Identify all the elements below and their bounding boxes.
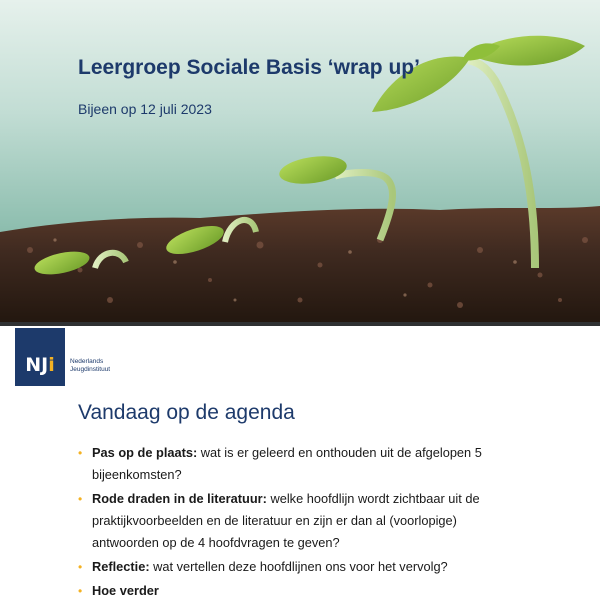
agenda-item bbox=[78, 556, 518, 578]
agenda-item-bold: Pas op de plaats: bbox=[92, 445, 198, 460]
agenda-item-text: wat is er geleerd en onthouden uit de afgelopen 5 bijeenkomsten? bbox=[92, 445, 482, 482]
agenda-item-bold: Rode draden in de literatuur: bbox=[92, 491, 267, 506]
agenda-item bbox=[78, 580, 518, 602]
agenda-heading: Vandaag op de agenda bbox=[78, 401, 295, 424]
logo-text-main: NJ bbox=[25, 354, 49, 376]
bullet-icon: • bbox=[78, 492, 83, 506]
agenda-item bbox=[78, 442, 518, 486]
bullet-icon: • bbox=[78, 584, 83, 598]
nji-logo-text bbox=[25, 354, 55, 376]
slide-title: Leergroep Sociale Basis ‘wrap up’ bbox=[78, 56, 420, 79]
bullet-icon: • bbox=[78, 446, 83, 460]
agenda-item-bold: Hoe verder bbox=[92, 583, 159, 598]
org-name-line1: Nederlands bbox=[70, 358, 104, 365]
org-name bbox=[70, 358, 140, 374]
agenda-item-bold: Reflectie: bbox=[92, 559, 150, 574]
agenda-item-text: welke hoofdlijn wordt zichtbaar uit de praktijkvoorbeelden en de literatuur en zijn er dan al (voorlopige) antwoorden op de 4 hoofdvragen te geven? bbox=[92, 491, 480, 550]
agenda-slide bbox=[0, 326, 600, 600]
logo-text-accent: i bbox=[48, 354, 55, 376]
agenda-list bbox=[78, 442, 518, 604]
org-name-line2: Jeugdinstituut bbox=[70, 366, 111, 373]
agenda-item bbox=[78, 488, 518, 554]
bullet-icon: • bbox=[78, 560, 83, 574]
nji-logo bbox=[15, 328, 65, 386]
slide-subtitle: Bijeen op 12 juli 2023 bbox=[78, 101, 212, 117]
agenda-item-text: wat vertellen deze hoofdlijnen ons voor het vervolg? bbox=[149, 559, 448, 574]
